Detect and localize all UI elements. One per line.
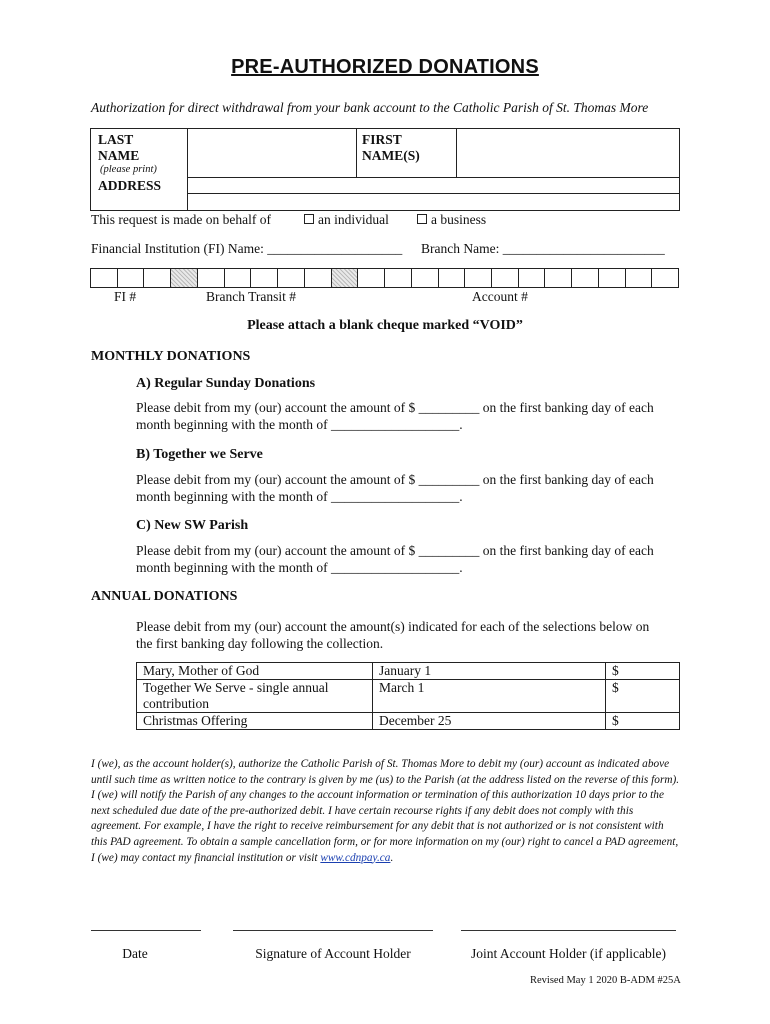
account-label: Account # [472,289,528,304]
authorization-text: I (we), as the account holder(s), authorize the Catholic Parish of St. Thomas More to debit my (our) account as indicated above until such time as written notice to the contrary is given by me (us) to the Parish (at the address listed on the reverse of this form). I (we) will notify the Parish of any changes to the account information or termination of this authorization 10 days prior to the next scheduled due date of the pre-authorized debit. I have certain recourse rights if any debit does not comply with this agreement. For example, I have the right to receive reimbursement for any debit that is not authorized or is not consistent with this PAD agreement. To obtain a sample cancellation form, or for more information on my (our) right to cancel a PAD agreement, I (we) may contact my financial institution or visit www.cdnpay.ca. [91,758,680,864]
section-b-amount-line[interactable]: Please debit from my (our) account the amount of $ _________ on the first banking day of each [136,472,654,487]
section-c-text [136,542,696,576]
section-a-text [136,399,696,433]
separator-cell [332,269,359,287]
section-b-text [136,471,696,505]
amount-field[interactable]: $ [606,713,680,730]
business-checkbox[interactable] [417,214,427,224]
first-name-label: FIRST NAME(S) [362,132,420,163]
transit-label: Branch Transit # [206,289,297,304]
cdnpay-link[interactable]: www.cdnpay.ca [320,851,391,864]
fi-digit-cell[interactable] [91,269,118,287]
name-address-box [90,128,680,211]
fi-name-field[interactable]: Financial Institution (FI) Name: ____________________ [91,241,403,256]
please-print-note: (please print) [100,164,157,175]
account-digit-cell[interactable] [492,269,519,287]
revision-footer: Revised May 1 2020 B-ADM #25A [530,975,681,986]
section-a-month-line[interactable]: month beginning with the month of ___________________. [136,417,463,432]
date-signature-line[interactable] [91,930,201,931]
page-title: PRE-AUTHORIZED DONATIONS [231,56,539,78]
behalf-prefix: This request is made on behalf of [91,212,271,227]
section-c-month-line[interactable]: month beginning with the month of ___________________. [136,560,463,575]
section-a-heading: A) Regular Sunday Donations [136,376,316,391]
account-digit-cell[interactable] [545,269,572,287]
amount-field[interactable]: $ [606,680,680,713]
account-holder-signature-line[interactable] [233,930,433,931]
address-field-line2[interactable] [188,194,679,210]
account-digit-cell[interactable] [626,269,653,287]
collection-name: Together We Serve - single annual contribution [137,680,373,713]
account-digit-cell[interactable] [599,269,626,287]
account-digit-cell[interactable] [385,269,412,287]
account-digit-cell[interactable] [572,269,599,287]
section-b-heading: B) Together we Serve [136,447,263,462]
address-field-line1[interactable] [188,178,679,193]
fi-number-label: FI # [114,289,137,304]
fi-digit-cell[interactable] [118,269,145,287]
table-row [137,663,680,680]
last-name-field[interactable] [188,129,356,177]
collection-name: Mary, Mother of God [137,663,373,680]
account-digit-cell[interactable] [358,269,385,287]
annual-heading: ANNUAL DONATIONS [91,589,238,604]
option-business[interactable]: a business [417,212,486,228]
section-c-heading: C) New SW Parish [136,518,249,533]
transit-digit-cell[interactable] [278,269,305,287]
last-name-label: LAST NAME [98,132,140,163]
amount-field[interactable]: $ [606,663,680,680]
collection-name: Christmas Offering [137,713,373,730]
joint-holder-label: Joint Account Holder (if applicable) [471,946,666,961]
option-individual[interactable]: an individual [304,212,389,228]
account-digit-cell[interactable] [439,269,466,287]
section-c-amount-line[interactable]: Please debit from my (our) account the amount of $ _________ on the first banking day of each [136,543,654,558]
table-row [137,680,680,713]
annual-donations-table [136,662,680,730]
account-digit-cell[interactable] [412,269,439,287]
subtitle: Authorization for direct withdrawal from your bank account to the Catholic Parish of St. Thomas More [91,100,649,115]
transit-digit-cell[interactable] [251,269,278,287]
collection-date: December 25 [373,713,606,730]
joint-holder-signature-line[interactable] [461,930,676,931]
branch-name-field[interactable]: Branch Name: ________________________ [421,241,665,256]
account-digit-cell[interactable] [519,269,546,287]
account-digit-cell[interactable] [465,269,492,287]
section-a-amount-line[interactable]: Please debit from my (our) account the amount of $ _________ on the first banking day of each [136,400,654,415]
date-label: Date [122,946,148,961]
address-label: ADDRESS [98,178,162,193]
collection-date: January 1 [373,663,606,680]
collection-date: March 1 [373,680,606,713]
account-holder-label: Signature of Account Holder [255,946,411,961]
separator-cell [171,269,198,287]
annual-text: Please debit from my (our) account the amount(s) indicated for each of the selections below on the first banking day following the collection. [136,619,650,651]
transit-digit-cell[interactable] [305,269,332,287]
account-digit-cell[interactable] [652,269,678,287]
table-row [137,713,680,730]
transit-digit-cell[interactable] [198,269,225,287]
void-cheque-notice: Please attach a blank cheque marked “VOID” [247,318,523,333]
fi-digit-cell[interactable] [144,269,171,287]
transit-digit-cell[interactable] [225,269,252,287]
bank-number-row [90,268,679,288]
individual-checkbox[interactable] [304,214,314,224]
first-name-field[interactable] [457,129,679,177]
section-b-month-line[interactable]: month beginning with the month of ___________________. [136,489,463,504]
monthly-heading: MONTHLY DONATIONS [91,349,251,364]
